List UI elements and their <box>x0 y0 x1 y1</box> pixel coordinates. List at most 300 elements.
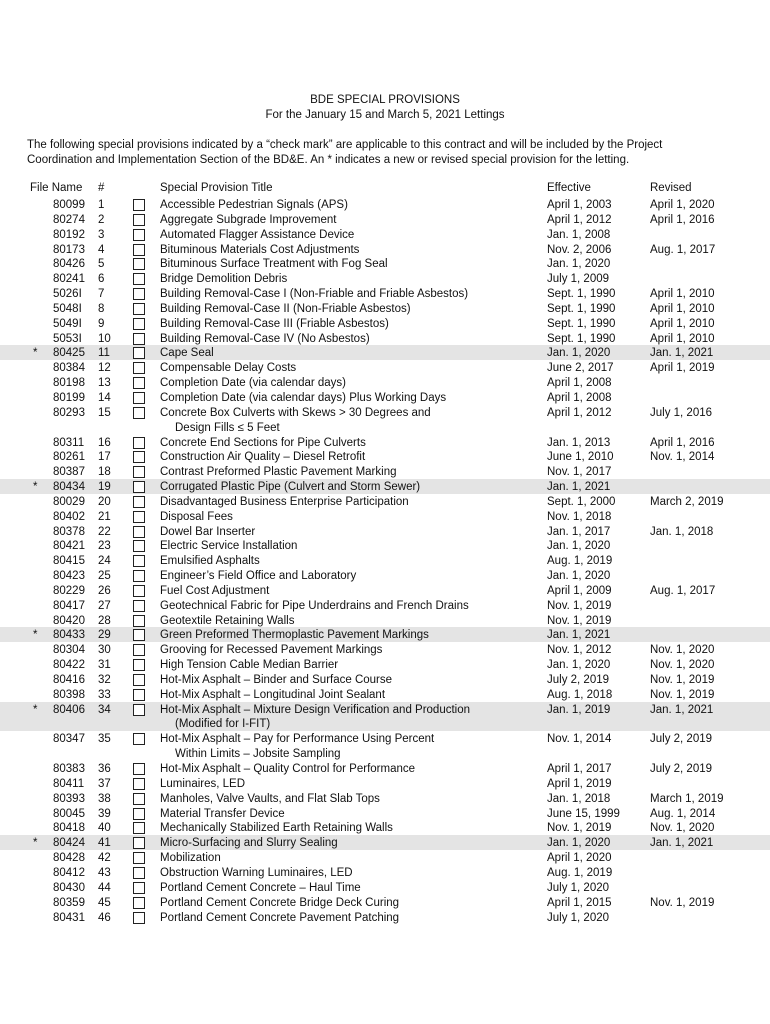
title-line-2: Within Limits – Jobsite Sampling <box>175 748 341 761</box>
revised-date-cell: April 1, 2010 <box>650 317 715 330</box>
table-row <box>0 835 770 850</box>
title-line-1: Concrete Box Culverts with Skews > 30 Degrees and <box>160 406 431 419</box>
effective-date-cell: Jan. 1, 2021 <box>547 481 611 494</box>
title-cell <box>160 302 411 317</box>
title-cell <box>160 495 409 510</box>
title-line-2: (Modified for I-FIT) <box>175 718 271 731</box>
checkbox[interactable] <box>133 852 145 864</box>
number-cell: 21 <box>98 510 111 523</box>
revised-date-cell: July 2, 2019 <box>650 763 713 776</box>
effective-date-cell: Jan. 1, 2019 <box>547 703 611 716</box>
checkbox[interactable] <box>133 288 145 300</box>
number-cell: 7 <box>98 288 105 301</box>
file-name-cell: 80241 <box>53 273 85 286</box>
file-name-cell: 80431 <box>53 911 85 924</box>
title-line-1: Dowel Bar Inserter <box>160 525 256 538</box>
title-line-1: Manholes, Valve Vaults, and Flat Slab Tops <box>160 792 380 805</box>
title-line-1: High Tension Cable Median Barrier <box>160 659 339 672</box>
effective-date-cell: Aug. 1, 2019 <box>547 866 613 879</box>
table-row <box>0 702 770 732</box>
file-name-cell: 80359 <box>53 896 85 909</box>
table-row <box>0 375 770 390</box>
effective-date-cell: Nov. 1, 2019 <box>547 599 612 612</box>
revised-date-cell: Aug. 1, 2017 <box>650 584 716 597</box>
checkbox[interactable] <box>133 214 145 226</box>
number-cell: 40 <box>98 822 111 835</box>
effective-date-cell: April 1, 2020 <box>547 852 612 865</box>
revised-date-cell: Nov. 1, 2020 <box>650 659 715 672</box>
column-header-effective: Effective <box>547 182 591 194</box>
checkbox[interactable] <box>133 229 145 241</box>
revised-date-cell: July 1, 2016 <box>650 406 713 419</box>
revised-date-cell: Aug. 1, 2017 <box>650 243 716 256</box>
number-cell: 28 <box>98 614 111 627</box>
title-line-1: Hot-Mix Asphalt – Mixture Design Verification and Production <box>160 703 471 716</box>
checkbox[interactable] <box>133 659 145 671</box>
checkbox[interactable] <box>133 511 145 523</box>
table-row <box>0 286 770 301</box>
effective-date-cell: Aug. 1, 2019 <box>547 555 613 568</box>
table-row <box>0 494 770 509</box>
title-line-1: Compensable Delay Costs <box>160 362 297 375</box>
number-cell: 31 <box>98 659 111 672</box>
table-row <box>0 197 770 212</box>
file-name-cell: 80199 <box>53 391 85 404</box>
effective-date-cell: Jan. 1, 2008 <box>547 228 611 241</box>
title-line-1: Contrast Preformed Plastic Pavement Marking <box>160 466 397 479</box>
title-line-1: Luminaires, LED <box>160 777 246 790</box>
number-cell: 11 <box>98 347 110 360</box>
number-cell: 38 <box>98 792 111 805</box>
checkbox[interactable] <box>133 377 145 389</box>
title-cell <box>160 272 287 287</box>
title-cell <box>160 762 415 777</box>
file-name-cell: 80384 <box>53 362 85 375</box>
checkbox[interactable] <box>133 555 145 567</box>
table-row <box>0 850 770 865</box>
effective-date-cell: Jan. 1, 2020 <box>547 258 611 271</box>
table-row <box>0 524 770 539</box>
file-name-cell: 80423 <box>53 570 85 583</box>
number-cell: 36 <box>98 763 111 776</box>
title-cell <box>160 317 389 332</box>
title-line-1: Obstruction Warning Luminaires, LED <box>160 866 353 879</box>
number-cell: 1 <box>98 199 105 211</box>
revised-date-cell: Jan. 1, 2021 <box>650 837 714 850</box>
effective-date-cell: Nov. 1, 2018 <box>547 510 612 523</box>
title-line-1: Hot-Mix Asphalt – Pay for Performance Using Percent <box>160 733 435 746</box>
number-cell: 14 <box>98 391 111 404</box>
effective-date-cell: Jan. 1, 2020 <box>547 659 611 672</box>
effective-date-cell: Jan. 1, 2017 <box>547 525 611 538</box>
revised-date-cell: April 1, 2019 <box>650 362 715 375</box>
table-row <box>0 553 770 568</box>
checkbox[interactable] <box>133 466 145 478</box>
title-cell <box>160 658 338 673</box>
effective-date-cell: July 1, 2020 <box>547 881 610 894</box>
column-header-number: # <box>98 182 105 194</box>
title-cell <box>160 525 255 540</box>
title-line-1: Accessible Pedestrian Signals (APS) <box>160 199 348 211</box>
revised-date-cell: March 2, 2019 <box>650 495 724 508</box>
number-cell: 20 <box>98 495 111 508</box>
title-cell <box>160 792 380 807</box>
checkbox[interactable] <box>133 481 145 493</box>
title-cell <box>160 896 399 911</box>
checkbox[interactable] <box>133 704 145 716</box>
revised-date-cell: Nov. 1, 2020 <box>650 822 715 835</box>
checkbox[interactable] <box>133 318 145 330</box>
effective-date-cell: Nov. 1, 2014 <box>547 733 612 746</box>
effective-date-cell: June 2, 2017 <box>547 362 614 375</box>
number-cell: 12 <box>98 362 111 375</box>
effective-date-cell: Sept. 1, 1990 <box>547 317 616 330</box>
file-name-cell: 5048I <box>53 302 82 315</box>
file-name-cell: 80383 <box>53 763 85 776</box>
checkbox[interactable] <box>133 244 145 256</box>
file-name-cell: 80433 <box>53 629 85 642</box>
checkbox[interactable] <box>133 451 145 463</box>
file-name-cell: 80412 <box>53 866 85 879</box>
table-row <box>0 598 770 613</box>
effective-date-cell: Nov. 1, 2019 <box>547 822 612 835</box>
effective-date-cell: Sept. 1, 1990 <box>547 288 616 301</box>
revised-date-cell: Aug. 1, 2014 <box>650 807 716 820</box>
table-row <box>0 390 770 405</box>
title-cell <box>160 465 396 480</box>
table-row <box>0 360 770 375</box>
title-cell <box>160 807 285 822</box>
effective-date-cell: April 1, 2019 <box>547 777 612 790</box>
file-name-cell: 80378 <box>53 525 85 538</box>
title-line-1: Automated Flagger Assistance Device <box>160 228 355 241</box>
effective-date-cell: Nov. 1, 2019 <box>547 614 612 627</box>
effective-date-cell: Jan. 1, 2021 <box>547 629 611 642</box>
checkbox[interactable] <box>133 199 145 211</box>
page-title: BDE SPECIAL PROVISIONS <box>310 94 460 106</box>
checkbox[interactable] <box>133 362 145 374</box>
file-name-cell: 80311 <box>53 436 85 449</box>
revised-date-cell: Jan. 1, 2021 <box>650 347 714 360</box>
table-row <box>0 449 770 464</box>
number-cell: 22 <box>98 525 111 538</box>
checkbox[interactable] <box>133 822 145 834</box>
table-row <box>0 435 770 450</box>
effective-date-cell: June 1, 2010 <box>547 451 614 464</box>
title-line-1: Emulsified Asphalts <box>160 555 260 568</box>
title-line-1: Grooving for Recessed Pavement Markings <box>160 644 383 657</box>
effective-date-cell: April 1, 2009 <box>547 584 612 597</box>
title-cell <box>160 287 468 302</box>
file-name-cell: 80293 <box>53 406 85 419</box>
title-cell <box>160 450 365 465</box>
checkbox[interactable] <box>133 333 145 345</box>
table-row <box>0 895 770 910</box>
effective-date-cell: April 1, 2003 <box>547 199 612 211</box>
checkbox[interactable] <box>133 733 145 745</box>
table-row <box>0 687 770 702</box>
checkbox[interactable] <box>133 407 145 419</box>
file-name-cell: 80406 <box>53 703 85 716</box>
checkbox[interactable] <box>133 778 145 790</box>
number-cell: 2 <box>98 213 105 226</box>
title-line-1: Geotextile Retaining Walls <box>160 614 295 627</box>
effective-date-cell: Sept. 1, 2000 <box>547 495 616 508</box>
number-cell: 44 <box>98 881 111 894</box>
effective-date-cell: April 1, 2008 <box>547 377 612 390</box>
title-line-1: Disadvantaged Business Enterprise Participation <box>160 495 409 508</box>
number-cell: 18 <box>98 466 111 479</box>
checkbox[interactable] <box>133 837 145 849</box>
revised-date-cell: April 1, 2010 <box>650 302 715 315</box>
title-cell <box>160 643 382 658</box>
checkbox[interactable] <box>133 392 145 404</box>
title-line-1: Hot-Mix Asphalt – Quality Control for Performance <box>160 763 416 776</box>
checkbox[interactable] <box>133 897 145 909</box>
title-line-1: Bituminous Materials Cost Adjustments <box>160 243 360 256</box>
effective-date-cell: Jan. 1, 2020 <box>547 347 611 360</box>
checkbox[interactable] <box>133 629 145 641</box>
file-name-cell: 80426 <box>53 258 85 271</box>
intro-line-1: The following special provisions indicated by a “check mark” are applicable to this contract and will be included by the Project <box>27 139 663 151</box>
title-line-1: Hot-Mix Asphalt – Binder and Surface Course <box>160 674 393 686</box>
title-cell <box>160 346 214 361</box>
file-name-cell: 80099 <box>53 199 85 211</box>
number-cell: 34 <box>98 703 111 716</box>
effective-date-cell: Jan. 1, 2020 <box>547 570 611 583</box>
effective-date-cell: April 1, 2012 <box>547 213 612 226</box>
table-row <box>0 509 770 524</box>
number-cell: 37 <box>98 777 111 790</box>
file-name-cell: 80421 <box>53 540 85 553</box>
effective-date-cell: June 15, 1999 <box>547 807 620 820</box>
title-cell <box>160 569 356 584</box>
effective-date-cell: Aug. 1, 2018 <box>547 688 613 701</box>
new-revised-marker: * <box>33 629 38 642</box>
table-row <box>0 627 770 642</box>
title-cell <box>160 406 431 436</box>
checkbox[interactable] <box>133 570 145 582</box>
title-cell <box>160 257 388 272</box>
checkbox[interactable] <box>133 526 145 538</box>
checkbox[interactable] <box>133 674 145 686</box>
title-cell <box>160 688 385 703</box>
title-cell <box>160 732 434 762</box>
title-line-1: Green Preformed Thermoplastic Pavement Markings <box>160 629 429 642</box>
effective-date-cell: Jan. 1, 2013 <box>547 436 611 449</box>
table-row <box>0 345 770 360</box>
table-row <box>0 271 770 286</box>
revised-date-cell: Nov. 1, 2019 <box>650 688 715 701</box>
title-line-1: Bituminous Surface Treatment with Fog Seal <box>160 258 388 271</box>
checkbox[interactable] <box>133 496 145 508</box>
file-name-cell: 80393 <box>53 792 85 805</box>
new-revised-marker: * <box>33 837 38 850</box>
checkbox[interactable] <box>133 540 145 552</box>
title-cell <box>160 851 221 866</box>
file-name-cell: 80398 <box>53 688 85 701</box>
title-cell <box>160 213 336 228</box>
revised-date-cell: Jan. 1, 2021 <box>650 703 714 716</box>
number-cell: 5 <box>98 258 105 271</box>
effective-date-cell: Nov. 1, 2017 <box>547 466 612 479</box>
checkbox[interactable] <box>133 882 145 894</box>
file-name-cell: 80274 <box>53 213 85 226</box>
revised-date-cell: Nov. 1, 2019 <box>650 896 715 909</box>
table-row <box>0 331 770 346</box>
title-cell <box>160 599 469 614</box>
file-name-cell: 80045 <box>53 807 85 820</box>
effective-date-cell: July 1, 2009 <box>547 273 610 286</box>
checkbox[interactable] <box>133 258 145 270</box>
number-cell: 39 <box>98 807 111 820</box>
table-row <box>0 820 770 835</box>
intro-line-2: Coordination and Implementation Section of the BD&E. An * indicates a new or revised special provision for the letting. <box>27 154 630 166</box>
table-row <box>0 791 770 806</box>
title-cell <box>160 911 399 926</box>
title-line-1: Mechanically Stabilized Earth Retaining Walls <box>160 822 393 835</box>
title-line-1: Portland Cement Concrete Pavement Patching <box>160 911 400 924</box>
number-cell: 23 <box>98 540 111 553</box>
checkbox[interactable] <box>133 689 145 701</box>
file-name-cell: 80422 <box>53 659 85 672</box>
table-row <box>0 479 770 494</box>
number-cell: 24 <box>98 555 111 568</box>
title-cell <box>160 673 392 688</box>
table-row <box>0 301 770 316</box>
checkbox[interactable] <box>133 808 145 820</box>
file-name-cell: 80387 <box>53 466 85 479</box>
file-name-cell: 80198 <box>53 377 85 390</box>
file-name-cell: 80304 <box>53 644 85 657</box>
checkbox[interactable] <box>133 644 145 656</box>
revised-date-cell: Nov. 1, 2020 <box>650 644 715 657</box>
title-line-1: Bridge Demolition Debris <box>160 273 288 286</box>
title-line-1: Building Removal-Case III (Friable Asbestos) <box>160 317 389 330</box>
revised-date-cell: Nov. 1, 2014 <box>650 451 715 464</box>
file-name-cell: 80434 <box>53 481 85 494</box>
checkbox[interactable] <box>133 347 145 359</box>
title-cell <box>160 198 348 213</box>
table-row <box>0 806 770 821</box>
file-name-cell: 80229 <box>53 584 85 597</box>
title-line-1: Completion Date (via calendar days) <box>160 377 347 390</box>
table-row <box>0 657 770 672</box>
number-cell: 46 <box>98 911 111 924</box>
title-line-1: Disposal Fees <box>160 510 233 523</box>
number-cell: 19 <box>98 481 111 494</box>
revised-date-cell: July 2, 2019 <box>650 733 713 746</box>
title-cell <box>160 243 359 258</box>
title-line-1: Building Removal-Case IV (No Asbestos) <box>160 332 370 345</box>
number-cell: 45 <box>98 896 111 909</box>
table-row <box>0 880 770 895</box>
title-cell <box>160 480 420 495</box>
number-cell: 30 <box>98 644 111 657</box>
title-cell <box>160 777 245 792</box>
checkbox[interactable] <box>133 793 145 805</box>
title-cell <box>160 228 354 243</box>
title-line-1: Engineer’s Field Office and Laboratory <box>160 570 357 583</box>
title-cell <box>160 539 297 554</box>
revised-date-cell: April 1, 2016 <box>650 213 715 226</box>
file-name-cell: 80420 <box>53 614 85 627</box>
number-cell: 3 <box>98 228 105 241</box>
effective-date-cell: Jan. 1, 2020 <box>547 837 611 850</box>
number-cell: 33 <box>98 688 111 701</box>
table-row <box>0 212 770 227</box>
checkbox[interactable] <box>133 273 145 285</box>
title-cell <box>160 510 233 525</box>
number-cell: 29 <box>98 629 111 642</box>
title-line-1: Electric Service Installation <box>160 540 298 553</box>
file-name-cell: 80430 <box>53 881 85 894</box>
title-line-1: Material Transfer Device <box>160 807 285 820</box>
number-cell: 27 <box>98 599 111 612</box>
checkbox[interactable] <box>133 600 145 612</box>
effective-date-cell: Jan. 1, 2018 <box>547 792 611 805</box>
revised-date-cell: Nov. 1, 2019 <box>650 674 715 686</box>
title-cell <box>160 376 346 391</box>
column-header-title: Special Provision Title <box>160 182 273 194</box>
checkbox[interactable] <box>133 763 145 775</box>
file-name-cell: 80347 <box>53 733 85 746</box>
checkbox[interactable] <box>133 437 145 449</box>
table-row <box>0 227 770 242</box>
file-name-cell: 5049I <box>53 317 82 330</box>
table-row <box>0 568 770 583</box>
title-line-1: Construction Air Quality – Diesel Retrofit <box>160 451 366 464</box>
intro-paragraph <box>27 138 747 168</box>
number-cell: 35 <box>98 733 111 746</box>
revised-date-cell: April 1, 2010 <box>650 288 715 301</box>
title-line-1: Micro-Surfacing and Slurry Sealing <box>160 837 338 850</box>
effective-date-cell: April 1, 2017 <box>547 763 612 776</box>
column-header-file-name: File Name <box>30 182 83 194</box>
title-cell <box>160 821 393 836</box>
number-cell: 4 <box>98 243 105 256</box>
table-row <box>0 731 770 761</box>
provisions-table <box>0 197 770 924</box>
effective-date-cell: April 1, 2015 <box>547 896 612 909</box>
title-line-1: Building Removal-Case II (Non-Friable Asbestos) <box>160 302 411 315</box>
file-name-cell: 80411 <box>53 777 85 790</box>
number-cell: 6 <box>98 273 105 286</box>
checkbox[interactable] <box>133 615 145 627</box>
title-line-1: Hot-Mix Asphalt – Longitudinal Joint Sealant <box>160 688 386 701</box>
file-name-cell: 80402 <box>53 510 85 523</box>
checkbox[interactable] <box>133 303 145 315</box>
number-cell: 10 <box>98 332 111 345</box>
file-name-cell: 80417 <box>53 599 85 612</box>
table-row <box>0 613 770 628</box>
checkbox[interactable] <box>133 867 145 879</box>
table-row <box>0 583 770 598</box>
table-row <box>0 256 770 271</box>
file-name-cell: 5026I <box>53 288 82 301</box>
title-line-1: Portland Cement Concrete Bridge Deck Curing <box>160 896 400 909</box>
file-name-cell: 5053I <box>53 332 82 345</box>
title-line-1: Aggregate Subgrade Improvement <box>160 213 337 226</box>
number-cell: 17 <box>98 451 111 464</box>
table-row <box>0 405 770 435</box>
effective-date-cell: Nov. 2, 2006 <box>547 243 612 256</box>
table-row <box>0 642 770 657</box>
table-row <box>0 672 770 687</box>
checkbox[interactable] <box>133 912 145 924</box>
checkbox[interactable] <box>133 585 145 597</box>
number-cell: 13 <box>98 377 111 390</box>
